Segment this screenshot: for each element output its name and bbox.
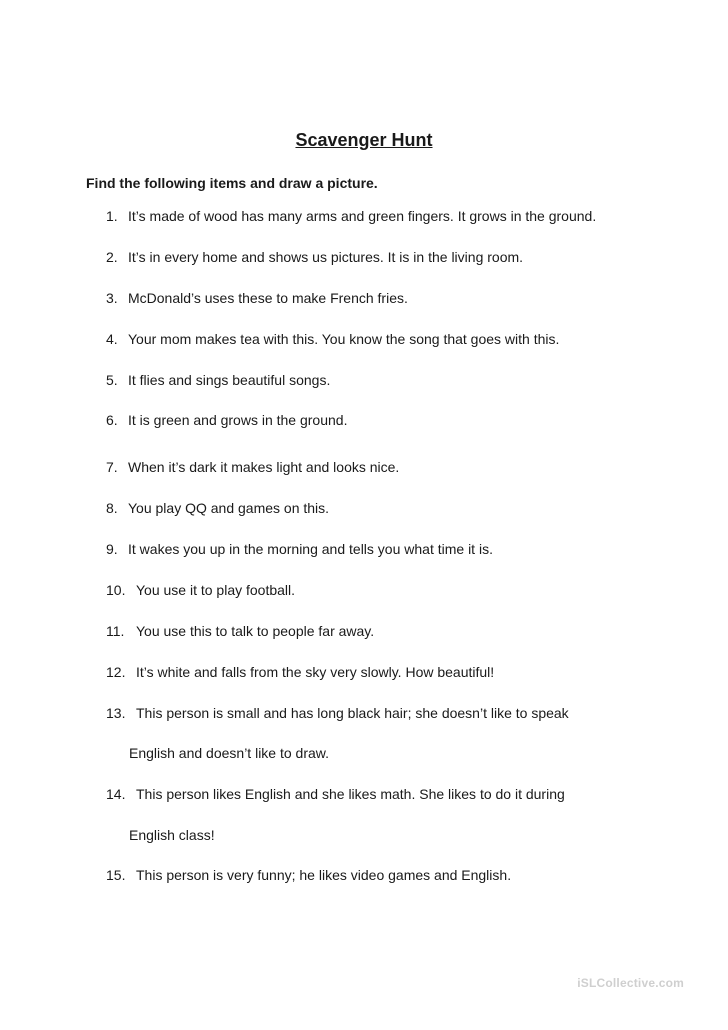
list-item [106,208,596,224]
item-text: You play QQ and games on this. [128,500,330,516]
item-text: It’s in every home and shows us pictures. It is in the living room. [128,249,524,265]
list-item [106,249,523,265]
item-text: This person likes English and she likes math. She likes to do it during [136,786,565,802]
item-number: 6. [106,412,118,428]
item-text: You use it to play football. [136,582,296,598]
item-number: 12. [106,664,126,680]
item-number: 5. [106,372,118,388]
list-item [106,412,347,428]
list-item [106,331,559,347]
list-item [106,705,569,721]
list-item [106,664,494,680]
list-item [106,459,399,475]
item-number: 13. [106,705,126,721]
item-number: 14. [106,786,126,802]
item-number: 10. [106,582,126,598]
list-item [106,541,493,557]
item-text: McDonald’s uses these to make French fries. [128,290,408,306]
item-number: 3. [106,290,118,306]
item-text: It flies and sings beautiful songs. [128,372,331,388]
item-number: 2. [106,249,118,265]
instructions: Find the following items and draw a picture. [86,175,378,191]
item-number: 15. [106,867,126,883]
item-text: You use this to talk to people far away. [136,623,375,639]
list-item [106,623,374,639]
item-number: 8. [106,500,118,516]
list-item [106,500,329,516]
item-text: This person is small and has long black hair; she doesn’t like to speak [136,705,569,721]
item-text: It is green and grows in the ground. [128,412,348,428]
list-item-continuation: English class! [129,827,215,843]
item-number: 11. [106,623,125,639]
item-number: 4. [106,331,118,347]
item-text: It’s made of wood has many arms and green fingers. It grows in the ground. [128,208,597,224]
item-text: When it’s dark it makes light and looks nice. [128,459,400,475]
list-item [106,372,330,388]
list-item [106,867,511,883]
item-number: 7. [106,459,118,475]
item-text: It wakes you up in the morning and tells you what time it is. [128,541,493,557]
item-text: It’s white and falls from the sky very slowly. How beautiful! [136,664,495,680]
page-title: Scavenger Hunt [295,130,433,150]
list-item [106,290,408,306]
item-text: This person is very funny; he likes video games and English. [136,867,512,883]
item-number: 1. [106,208,118,224]
watermark: iSLCollective.com [577,976,684,990]
list-item-continuation: English and doesn’t like to draw. [129,745,330,761]
item-number: 9. [106,541,118,557]
item-text: Your mom makes tea with this. You know the song that goes with this. [128,331,560,347]
list-item [106,582,295,598]
list-item [106,786,565,802]
